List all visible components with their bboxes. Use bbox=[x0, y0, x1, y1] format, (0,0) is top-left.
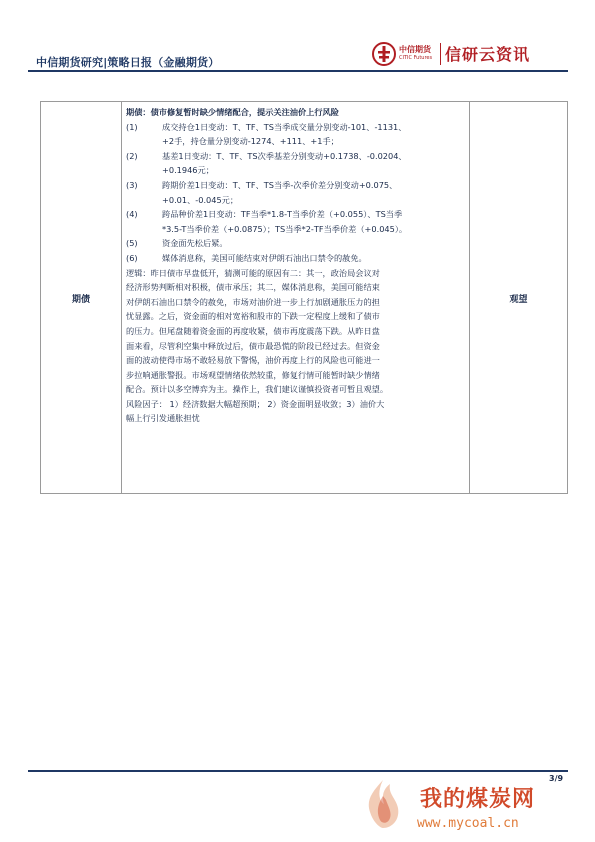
item-number: (2) bbox=[126, 150, 138, 161]
logic-line: 面来看，尽管利空集中释放过后，债市最恐慌的阶段已经过去。但资金 bbox=[126, 340, 380, 351]
list-item bbox=[126, 207, 462, 236]
risk-line: 幅上行引发通胀担忧 bbox=[126, 413, 200, 424]
logic-line: 逻辑：昨日债市早盘低开，猜测可能的原因有二：其一，政治局会议对 bbox=[126, 267, 380, 278]
logic-paragraph bbox=[126, 266, 462, 397]
logo-chinese-name: 中信期货 bbox=[399, 45, 431, 54]
page-number: 3/9 bbox=[549, 774, 564, 783]
analysis-content bbox=[126, 105, 462, 426]
item-line: 跨品种价差1日变动：TF当季*1.8-T当季价差（+0.055）、TS当季 bbox=[162, 209, 403, 220]
page-header-title: 中信期货研究|策略日报（金融期货） bbox=[36, 56, 220, 69]
list-item bbox=[126, 236, 462, 251]
footer-rule bbox=[28, 770, 568, 772]
logo-english-name: CITIC Futures bbox=[399, 55, 433, 61]
item-number: (5) bbox=[126, 238, 138, 249]
item-line: +0.01、-0.045元； bbox=[162, 194, 239, 205]
item-line: 媒体消息称，美国可能结束对伊朗石油出口禁令的赦免。 bbox=[162, 252, 367, 263]
logic-line: 对伊朗石油出口禁令的赦免，市场对油价进一步上行加剧通胀压力的担 bbox=[126, 296, 380, 307]
view-cell bbox=[469, 102, 567, 493]
category-cell bbox=[41, 102, 122, 493]
item-line: *3.5-T当季价差（+0.0875）；TS当季*2-TF当季价差（+0.045）。 bbox=[162, 223, 408, 234]
list-item bbox=[126, 149, 462, 178]
logic-line: 的压力。但尾盘随着资金面的再度收紧，债市再度震荡下跌。从昨日盘 bbox=[126, 325, 380, 336]
item-line: +2手，持仓量分别变动-1274、+111、+1手； bbox=[162, 136, 339, 147]
risk-factors bbox=[126, 397, 462, 426]
header-rule bbox=[28, 70, 568, 72]
list-item bbox=[126, 251, 462, 266]
item-line: +0.1946元； bbox=[162, 165, 214, 176]
item-line: 资金面先松后紧。 bbox=[162, 238, 228, 249]
logo-divider bbox=[440, 43, 441, 65]
list-item bbox=[126, 178, 462, 207]
item-line: 基差1日变动：T、TF、TS次季基差分别变动+0.1738、-0.0204、 bbox=[162, 150, 407, 161]
logic-line: 面的波动使得市场不敢轻易放下警惕，油价再度上行的风险也可能进一 bbox=[126, 355, 380, 366]
view-label: 观望 bbox=[509, 295, 528, 305]
logic-line: 经济形势判断相对积极，债市承压；其二，媒体消息称，美国可能结束 bbox=[126, 282, 380, 293]
logic-line: 步拉响通胀警报。市场观望情绪依然较重，修复行情可能暂时缺少情绪 bbox=[126, 369, 380, 380]
item-line: 成交持仓1日变动：T、TF、TS当季成交量分别变动-101、-1131、 bbox=[162, 121, 407, 132]
flame-watermark-icon bbox=[352, 778, 414, 830]
logic-line: 配合。预计以多空博弈为主。操作上，我们建议谨慎投资者可暂且观望。 bbox=[126, 384, 389, 395]
logo-brand-text: 信研云资讯 bbox=[445, 45, 531, 64]
category-label: 期债 bbox=[71, 295, 90, 305]
item-number: (4) bbox=[126, 209, 138, 220]
section-heading: 期债：债市修复暂时缺少情绪配合，提示关注油价上行风险 bbox=[126, 107, 339, 117]
logic-line: 忧显露。之后，资金面的相对宽裕和股市的下跌一定程度上缓和了债市 bbox=[126, 311, 380, 322]
item-number: (3) bbox=[126, 179, 138, 190]
risk-line: 风险因子： 1）经济数据大幅超预期； 2）资金面明显收敛；3）油价大 bbox=[126, 398, 385, 409]
watermark-url: www.mycoal.cn bbox=[417, 816, 519, 831]
citic-logo bbox=[372, 40, 542, 68]
item-number: (6) bbox=[126, 252, 138, 263]
list-item bbox=[126, 120, 462, 149]
item-number: (1) bbox=[126, 121, 138, 132]
citic-logo-icon bbox=[372, 42, 396, 66]
watermark-site-name: 我的煤炭网 bbox=[420, 787, 536, 812]
item-line: 跨期价差1日变动：T、TF、TS当季-次季价差分别变动+0.075、 bbox=[162, 179, 398, 190]
